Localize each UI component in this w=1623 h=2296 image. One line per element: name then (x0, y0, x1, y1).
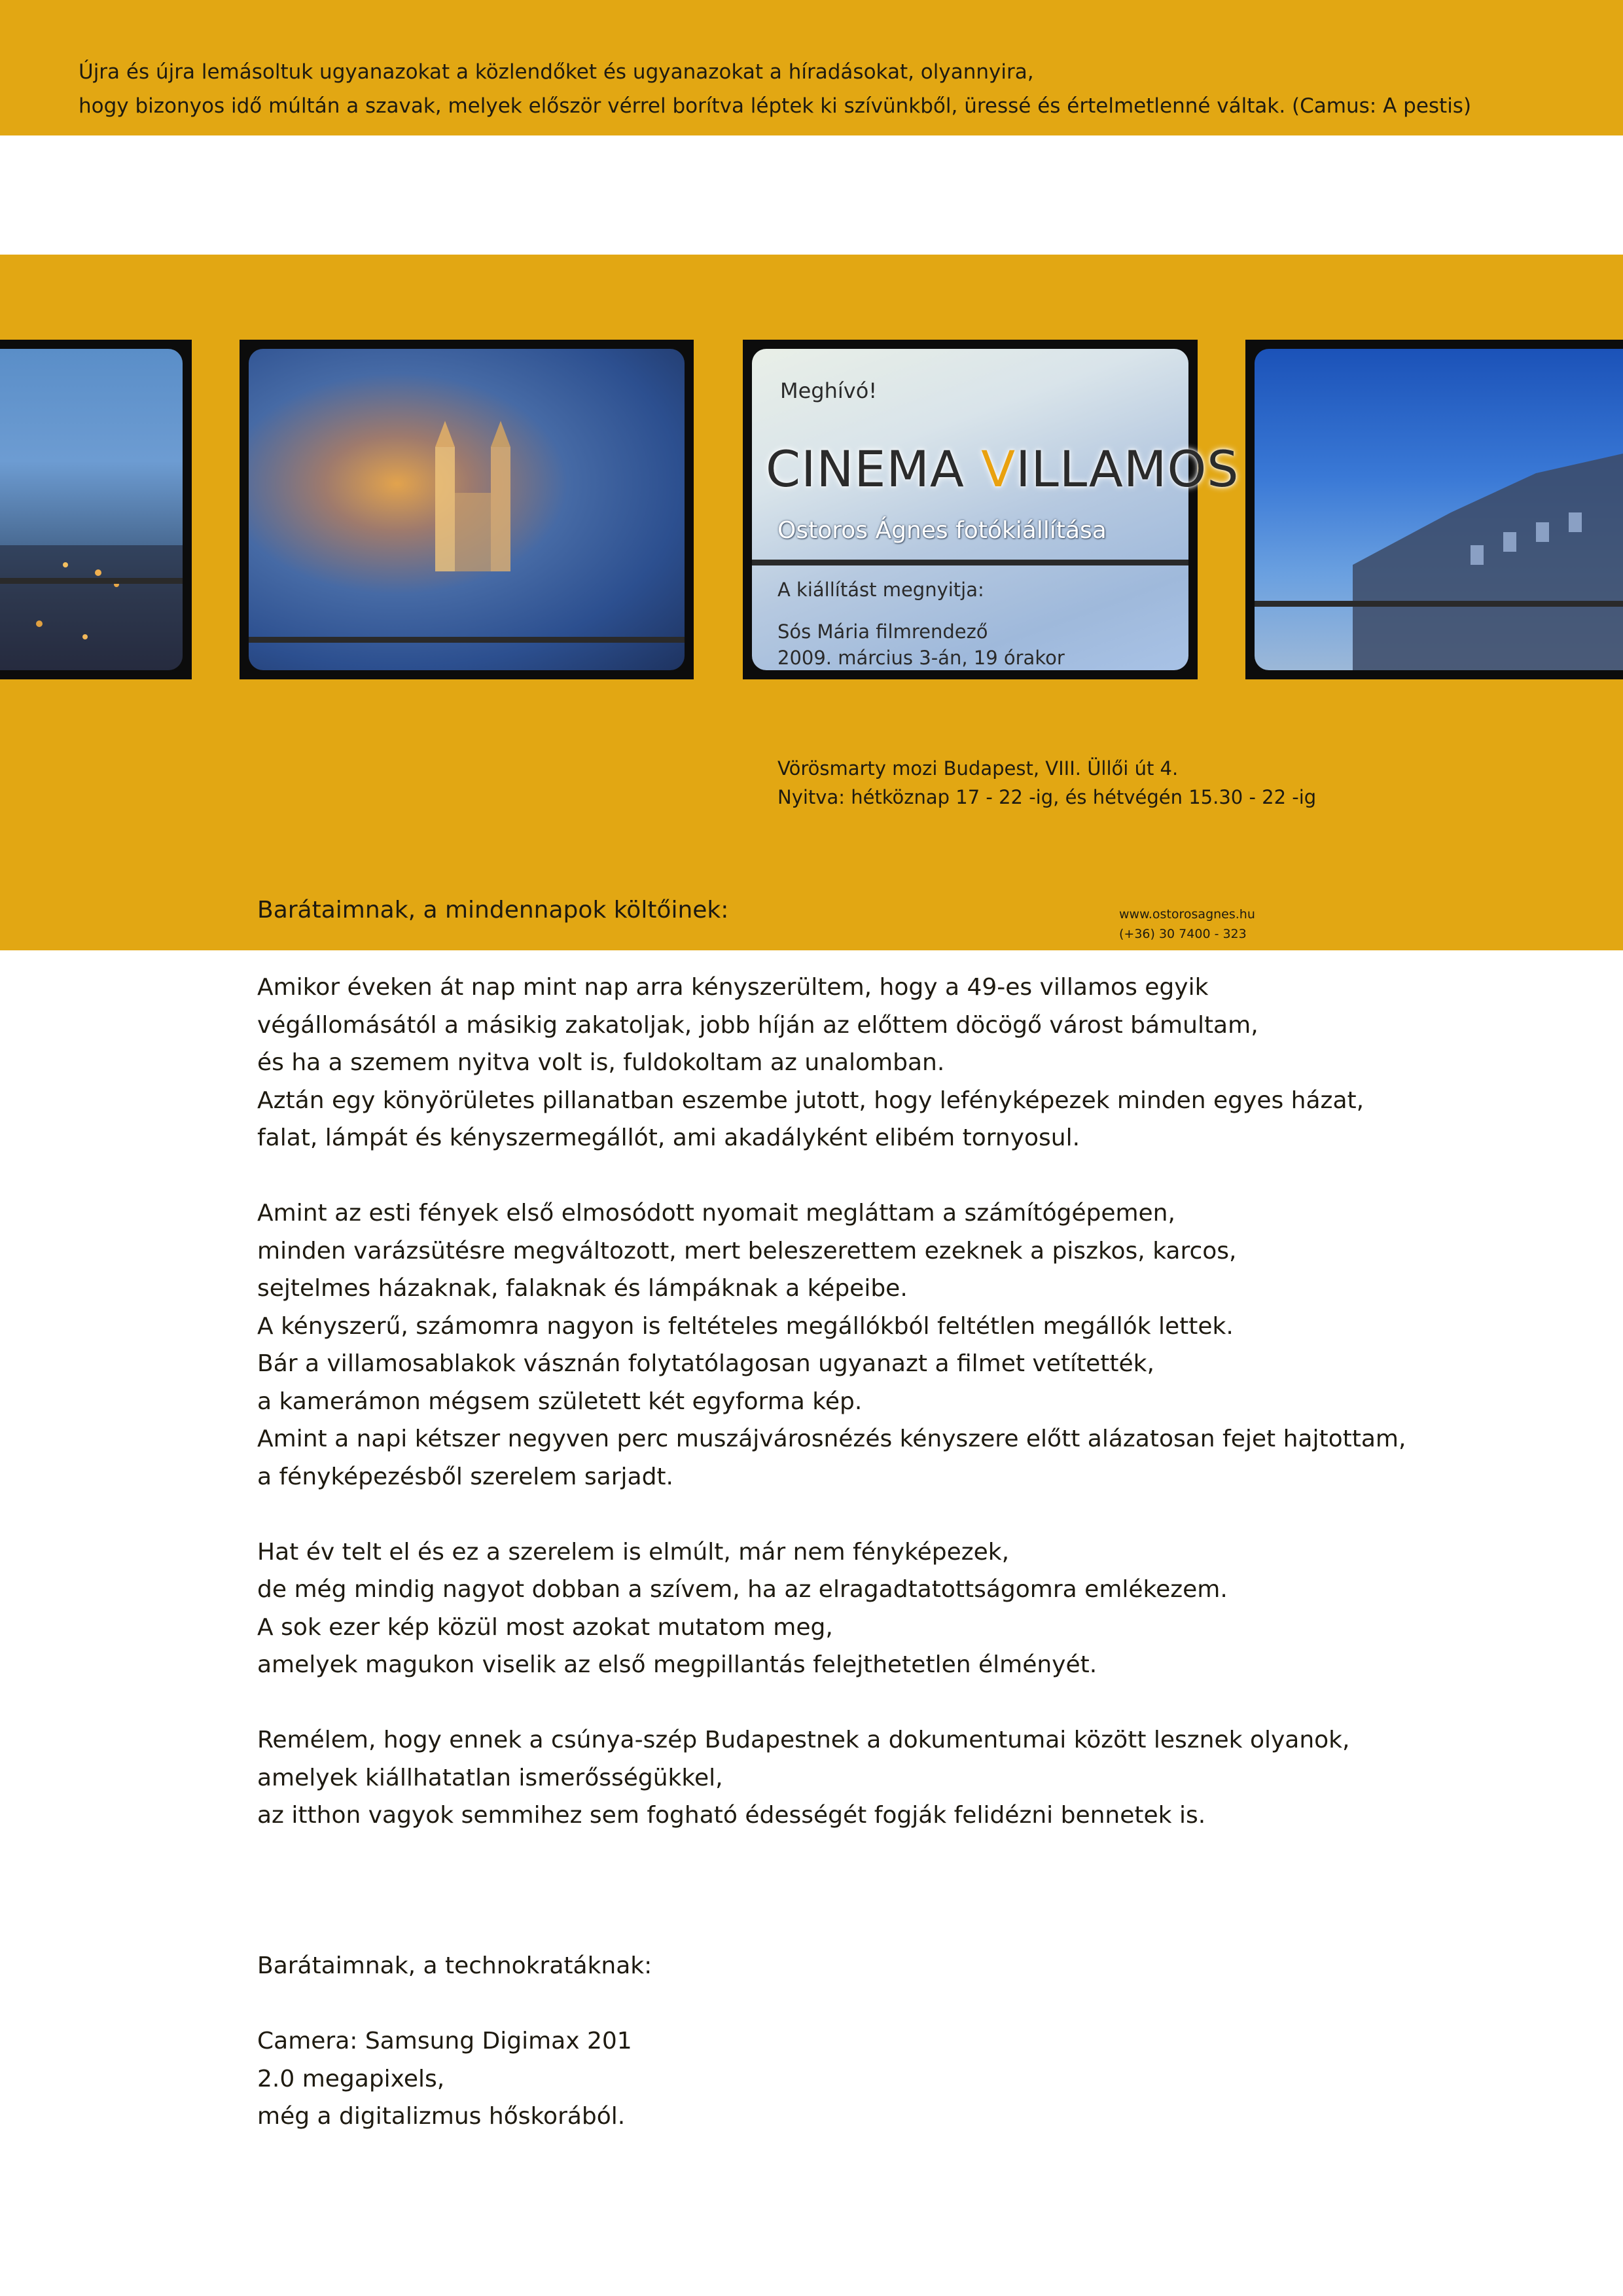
title-part-1: CINEMA (766, 440, 982, 498)
tram-window-photo-2 (240, 340, 694, 679)
body-line: amelyek kiállhatatlan ismerősségükkel, (257, 1764, 723, 1791)
venue-address: Vörösmarty mozi Budapest, VIII. Üllői út 4. (777, 757, 1179, 780)
title-part-2: ILLAMOS (1016, 440, 1240, 498)
exhibition-subtitle: Ostoros Ágnes fotókiállítása (777, 517, 1107, 544)
body-line (257, 1496, 1406, 1534)
tram-window-photo-1 (0, 340, 192, 679)
body-line: Amint a napi kétszer negyven perc muszájvárosnézés kényszere előtt alázatosan fejet hajtottam, (257, 1426, 1406, 1452)
window-frame-bar (1255, 601, 1623, 607)
window-frame-bar (752, 560, 1188, 565)
body-line (257, 1684, 1406, 1722)
quote-line-2: hogy bizonyos idő múltán a szavak, melyek először vérrel borítva léptek ki szívünkből, üressé és értelmetlenné váltak. (Camus: A pestis) (79, 94, 1472, 118)
window-frame-bar (249, 637, 685, 643)
body-line (257, 1910, 1406, 1948)
title-accent-letter: V (981, 440, 1016, 498)
body-line: A sok ezer kép közül most azokat mutatom meg, (257, 1613, 833, 1641)
city-lights-graphic (0, 349, 183, 670)
body-line: falat, lámpát és kényszermegállót, ami akadályként elibém tornyosul. (257, 1124, 1080, 1151)
body-line: végállomásától a másikig zakatoljak, jobb híján az előttem döcögő várost bámultam, (257, 1011, 1258, 1039)
body-line: A kényszerű, számomra nagyon is feltételes megállókból feltétlen megállók lettek. (257, 1312, 1234, 1340)
body-line (257, 1872, 1406, 1910)
body-line: az itthon vagyok semmihez sem fogható édességét fogják felidézni bennetek is. (257, 1802, 1206, 1829)
website-link[interactable]: www.ostorosagnes.hu (1119, 907, 1255, 922)
camus-quote (79, 55, 1471, 123)
quote-line-1: Újra és újra lemásoltuk ugyanazokat a közlendőket és ugyanazokat a híradásokat, olyannyira, (79, 60, 1034, 84)
opening-hours: Nyitva: hétköznap 17 - 22 -ig, és hétvégén 15.30 - 22 -ig (777, 786, 1317, 808)
dedication-heading: Barátaimnak, a mindennapok költőinek: (257, 897, 729, 924)
window-frame-bar (0, 578, 183, 584)
body-line: Amint az esti fények első elmosódott nyomait megláttam a számítógépemen, (257, 1200, 1175, 1227)
body-text (257, 969, 1406, 2136)
body-line (257, 1157, 1406, 1195)
body-line: sejtelmes házaknak, falaknak és lámpáknak a képeibe. (257, 1275, 908, 1302)
photo-blue-street (1255, 349, 1623, 670)
building-silhouette-graphic (1255, 349, 1623, 670)
body-line: a kamerámon mégsem született két egyforma kép. (257, 1388, 863, 1415)
opening-date: 2009. március 3-án, 19 órakor (777, 647, 1065, 669)
body-line: amelyek magukon viselik az első megpillantás felejthetetlen élményét. (257, 1651, 1097, 1678)
body-line: Remélem, hogy ennek a csúnya-szép Budapestnek a dokumentumai között lesznek olyanok, (257, 1727, 1350, 1753)
phone-number: (+36) 30 7400 - 323 (1119, 927, 1247, 941)
body-line: Amikor éveken át nap mint nap arra kényszerültem, hogy a 49-es villamos egyik (257, 974, 1209, 1001)
body-line: 2.0 megapixels, (257, 2065, 445, 2092)
body-line: Aztán egy könyörületes pillanatban eszembe jutott, hogy lefényképezek minden egyes házat, (257, 1086, 1364, 1114)
body-line: minden varázsütésre megváltozott, mert beleszerettem ezeknek a piszkos, karcos, (257, 1237, 1237, 1265)
invitation-label: Meghívó! (780, 378, 878, 403)
opener-name: Sós Mária filmrendező (777, 620, 988, 643)
body-line: Hat év telt el és ez a szerelem is elmúlt, már nem fényképezek, (257, 1538, 1010, 1566)
body-line: Barátaimnak, a technokratáknak: (257, 1952, 652, 1979)
photo-church (249, 349, 685, 670)
body-line: még a digitalizmus hőskorából. (257, 2103, 626, 2130)
exhibition-title (766, 440, 1240, 498)
photo-night-city (0, 349, 183, 670)
body-line: Bár a villamosablakok vásznán folytatólagosan ugyanazt a filmet vetítették, (257, 1350, 1154, 1377)
contact-info (1119, 905, 1255, 944)
church-towers-graphic (429, 421, 527, 571)
body-line (257, 1835, 1406, 1873)
opened-by-label: A kiállítást megnyitja: (777, 579, 984, 601)
body-line: Camera: Samsung Digimax 201 (257, 2028, 632, 2054)
venue-info (777, 754, 1316, 812)
body-line: de még mindig nagyot dobban a szívem, ha az elragadtatottságomra emlékezem. (257, 1576, 1228, 1603)
body-line: és ha a szemem nyitva volt is, fuldokoltam az unalomban. (257, 1049, 945, 1076)
body-line (257, 1985, 1406, 2023)
body-line: a fényképezésből szerelem sarjadt. (257, 1463, 673, 1490)
tram-window-photo-4 (1245, 340, 1623, 679)
